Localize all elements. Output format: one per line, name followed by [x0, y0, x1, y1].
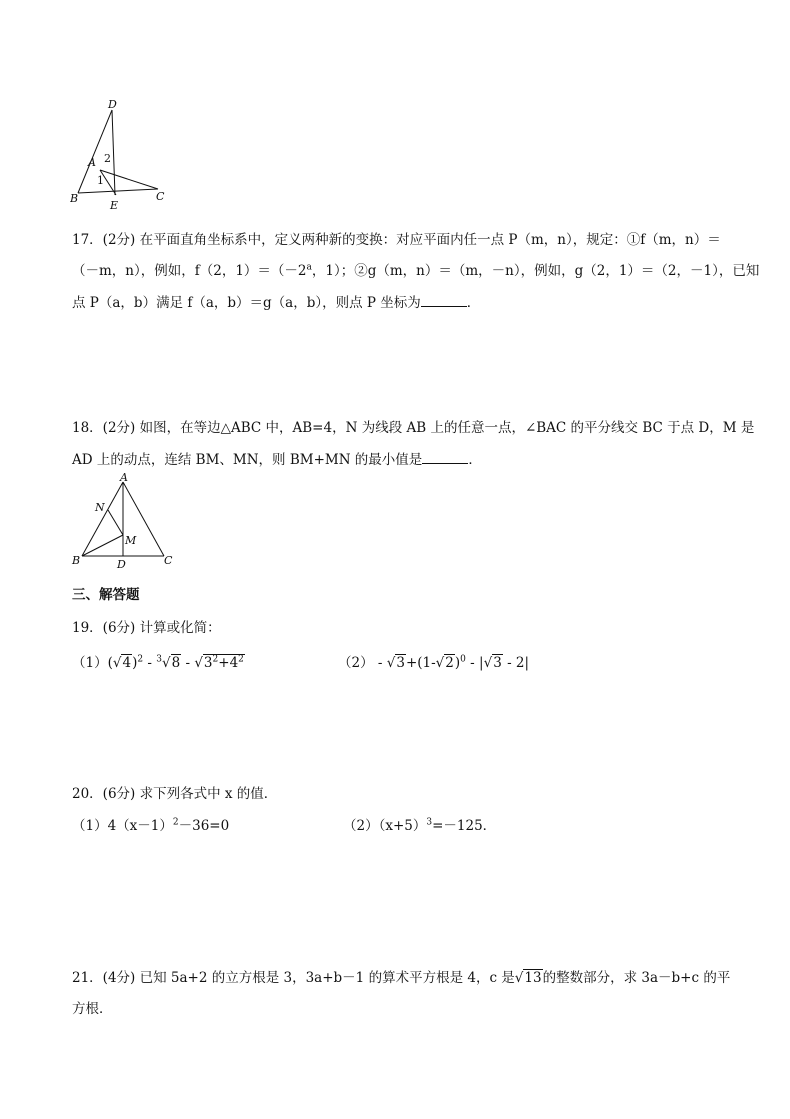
q20-p2-exp: 3	[426, 817, 433, 828]
q18-text-1: 18．(2分) 如图，在等边△ABC 中，AB=4，N 为线段 AB 上的任意一点，∠BAC 的平分线交 BC 于点 D，M 是	[72, 420, 755, 436]
q21-line1: 21．(4分) 已知 5a+2 的立方根是 3，3a+b－1 的算术平方根是 4，c 是√13的整数部分，求 3a－b+c 的平	[72, 970, 731, 986]
q19-p2-rad2: 2	[445, 655, 454, 671]
answer-blank	[421, 294, 467, 307]
label-a: A	[120, 472, 128, 484]
figure-triangle-abdce	[70, 98, 170, 213]
q18-line2	[72, 448, 482, 468]
figure-equilateral-triangle	[68, 472, 178, 572]
q21-text-1a: 21．(4分) 已知 5a+2 的立方根是 3，3a+b－1 的算术平方根是 4，c 是	[72, 970, 515, 986]
q20-p1: （1）4（x－1）	[72, 818, 173, 834]
q19-p1-base1: 3	[203, 655, 213, 671]
q17-text-2b: ，1）；②g（m，n）＝（m，－n），例如，g（2，1）＝（2，－1），已知	[311, 263, 760, 279]
q19-part2: $(2) - √3+(1-√2)^0 - |√3 - 2|$	[338, 654, 530, 671]
q17-text-2: （－m，n），例如，f（2，1）＝（－2	[72, 263, 307, 279]
label-a: A	[88, 156, 96, 169]
label-e: E	[110, 199, 119, 212]
q20-title-text: 20．(6分) 求下列各式中 x 的值．	[72, 786, 278, 802]
q19-p1-rad: 4	[122, 655, 132, 671]
q19-p2-rad1: 3	[396, 655, 405, 671]
q18-text-2: AD 上的动点，连结 BM、MN，则 BM+MN 的最小值是	[72, 452, 423, 468]
q17-line2	[72, 259, 759, 279]
q19-title	[72, 616, 221, 636]
q18-end: ．	[468, 452, 482, 468]
q20-title	[72, 782, 277, 802]
q17-sup: a	[306, 262, 312, 273]
q20-part2	[343, 814, 496, 834]
q20-p2: （2）（x+5）	[343, 818, 427, 834]
q17-line3	[72, 291, 480, 311]
label-m: M	[125, 534, 137, 547]
q17-line1	[72, 228, 721, 248]
label-c: C	[156, 190, 165, 203]
q19-part1: $(1)(√4)^2 - ^3√8 - √3^2+4^2$	[72, 654, 244, 671]
q19-p1-cube-rad: 8	[171, 655, 181, 671]
label-d: D	[117, 558, 126, 571]
q19-p2-exp: 0	[460, 654, 466, 665]
q19-p1-label: （1）	[72, 655, 108, 671]
q19-p2-rad3: 3	[493, 655, 502, 671]
q21-line2	[72, 997, 113, 1017]
q19-p1-base2: 4	[229, 655, 239, 671]
section-heading: 三、解答题	[72, 587, 140, 603]
q20-p2-rest: =－125．	[432, 818, 497, 834]
label-n: N	[95, 501, 105, 514]
q20-p1-exp: 2	[172, 817, 179, 828]
label-b: B	[70, 192, 79, 205]
q21-text-2: 方根．	[72, 1001, 113, 1017]
label-b: B	[72, 554, 81, 567]
label-c: C	[164, 554, 173, 567]
q20-part1	[72, 814, 229, 834]
label-angle-1: 1	[97, 174, 104, 187]
q19-p2-label: （2）	[338, 655, 374, 671]
q17-text-3: 点 P（a，b）满足 f（a，b）＝g（a，b），则点 P 坐标为	[72, 295, 421, 311]
q20-p1-rest: －36=0	[178, 818, 230, 834]
label-d: D	[108, 98, 117, 111]
q21-radicand: 13	[524, 970, 542, 986]
q19-p1-exp: 2	[137, 654, 144, 665]
q21-text-1b: 的整数部分，求 3a－b+c 的平	[542, 970, 731, 986]
q19-p1-root-index: 3	[156, 654, 162, 665]
label-angle-2: 2	[104, 152, 111, 165]
q17-end: ．	[466, 295, 481, 311]
answer-blank	[422, 451, 468, 464]
q17-text-1: 17．(2分) 在平面直角坐标系中，定义两种新的变换：对应平面内任一点 P（m，n），规定：①f（m，n）＝	[72, 232, 721, 248]
q18-line1	[72, 416, 754, 436]
q19-title-text: 19．(6分) 计算或化简：	[72, 620, 221, 636]
